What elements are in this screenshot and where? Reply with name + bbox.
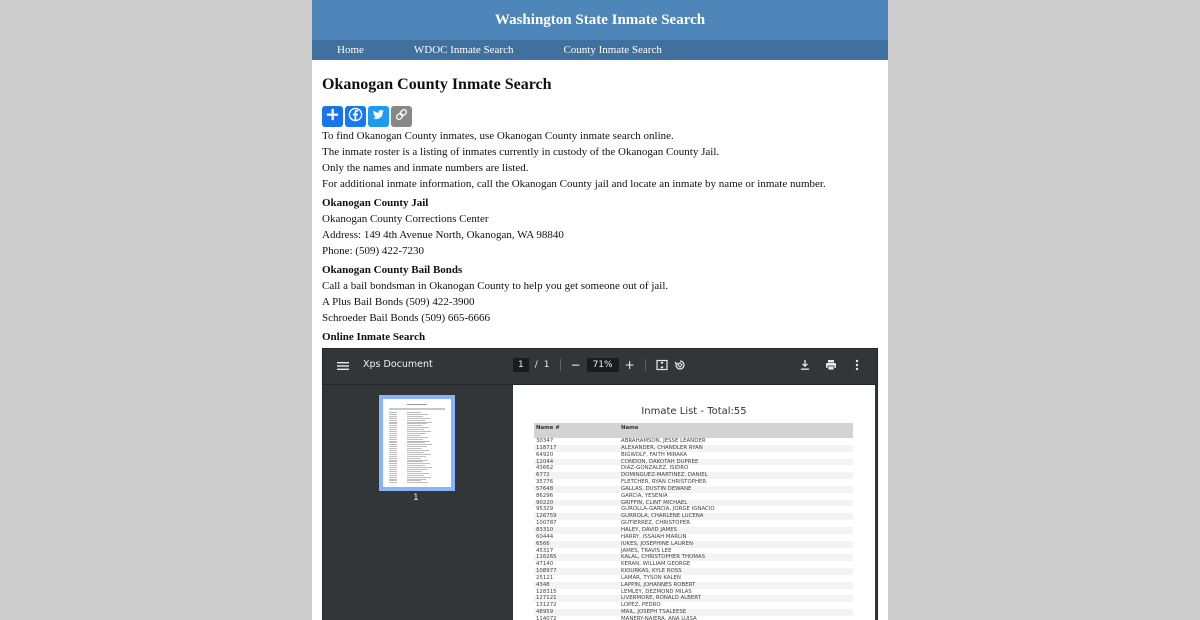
inmate-number: 60444	[534, 534, 619, 541]
rotate-icon[interactable]	[674, 359, 686, 371]
inmate-number: 6566	[534, 541, 619, 548]
thumb-line	[389, 433, 397, 434]
inmate-name: KERAN, WILLIAM GEORGE	[619, 561, 853, 568]
thumb-line	[407, 482, 428, 483]
thumb-line	[389, 418, 397, 419]
thumb-line	[389, 463, 397, 464]
inmate-number: 126759	[534, 513, 619, 520]
table-row	[534, 595, 853, 602]
thumb-line	[389, 471, 397, 472]
inmate-name: GUROLLA-GARCIA, JORGE IGNACIO	[619, 506, 853, 513]
table-row	[534, 616, 853, 620]
inmate-name: ALEXANDER, CHANDLER RYAN	[619, 445, 853, 452]
page-title: Okanogan County Inmate Search	[322, 76, 552, 93]
inmate-name: GURROLA, CHARLENE LUCENA	[619, 513, 853, 520]
table-row	[534, 520, 853, 527]
bail-bondsman: Schroeder Bail Bonds (509) 665-6666	[322, 312, 491, 324]
main-content	[312, 76, 888, 345]
thumb-line	[389, 475, 397, 476]
thumb-line	[389, 482, 397, 483]
thumb-line	[407, 425, 422, 426]
site-header	[312, 0, 888, 40]
table-row	[534, 472, 853, 479]
inmate-name: FLETCHER, RYAN CHRISTOPHER	[619, 479, 853, 486]
thumb-line	[407, 446, 427, 447]
inmate-number: 4348	[534, 582, 619, 589]
thumb-line	[389, 416, 397, 417]
inmate-number: 48959	[534, 609, 619, 616]
thumb-line	[389, 461, 397, 462]
inmate-number: 114072	[534, 616, 619, 620]
thumb-line	[389, 446, 397, 447]
site-title: Washington State Inmate Search	[494, 11, 706, 28]
inmate-number: 95329	[534, 506, 619, 513]
intro-line: To find Okanogan County inmates, use Okanogan County inmate search online.	[322, 130, 674, 142]
zoom-out-button[interactable]: −	[570, 358, 581, 372]
toolbar-actions	[799, 359, 863, 371]
pdf-viewer	[322, 348, 878, 620]
inmate-name: IUKES, JOSEPHINE LAUREN	[619, 541, 853, 548]
main-nav	[312, 40, 888, 60]
inmate-number: 45317	[534, 548, 619, 555]
inmate-name: HARRY, ISSAIAH MARLIN	[619, 534, 853, 541]
thumb-line	[389, 422, 397, 423]
thumbnail-page-number: 1	[413, 493, 419, 503]
table-row	[534, 602, 853, 609]
thumb-line	[407, 437, 428, 438]
thumb-line	[389, 439, 397, 440]
zoom-in-button[interactable]: +	[624, 358, 635, 372]
thumb-line	[389, 460, 397, 461]
thumb-line	[389, 465, 397, 466]
jail-heading: Okanogan County Jail	[322, 197, 429, 209]
thumb-line	[407, 439, 423, 440]
thumb-line	[389, 423, 397, 424]
fit-page-icon[interactable]	[656, 359, 668, 371]
inmate-name: LAMAR, TYSON KALEN	[619, 575, 853, 582]
thumb-line	[389, 412, 397, 413]
inmate-number: 12044	[534, 459, 619, 466]
thumb-line	[407, 414, 428, 415]
thumb-line	[407, 450, 429, 451]
thumb-line	[389, 452, 397, 453]
thumb-line	[389, 444, 397, 445]
document-page	[513, 385, 875, 620]
thumb-line	[407, 431, 431, 432]
table-row	[534, 589, 853, 596]
table-row	[534, 568, 853, 575]
thumb-line	[407, 479, 426, 480]
thumb-line	[389, 431, 397, 432]
thumb-line	[407, 475, 424, 476]
inmate-name: LAPPIN, JOHANNES ROBERT	[619, 582, 853, 589]
thumb-line	[389, 458, 397, 459]
jail-name: Okanogan County Corrections Center	[322, 213, 489, 225]
table-row	[534, 609, 853, 616]
table-row	[534, 554, 853, 561]
intro-line: The inmate roster is a listing of inmates currently in custody of the Okanogan County Jail.	[322, 146, 720, 158]
thumb-line	[389, 473, 397, 474]
thumb-line	[407, 420, 425, 421]
table-row	[534, 527, 853, 534]
thumb-line	[407, 454, 431, 455]
share-bar	[322, 106, 878, 127]
jail-phone: Phone: (509) 422-7230	[322, 245, 425, 257]
thumb-line	[407, 441, 430, 442]
thumb-line	[407, 444, 432, 445]
inmate-name: HALEY, DAVID JAMES	[619, 527, 853, 534]
share-button[interactable]	[322, 106, 343, 127]
table-row	[534, 452, 853, 459]
thumb-line	[407, 418, 430, 419]
twitter-icon	[371, 107, 386, 127]
inmate-name: BIGWOLF, FAITH MIRAKA	[619, 452, 853, 459]
thumb-line	[407, 422, 432, 423]
thumb-line	[407, 480, 421, 481]
thumb-line	[407, 429, 424, 430]
intro-line: Only the names and inmate numbers are listed.	[322, 162, 529, 174]
table-row	[534, 506, 853, 513]
copy-link-icon	[394, 107, 409, 127]
inmate-name: LOPEZ, PEDRO	[619, 602, 853, 609]
table-row	[534, 548, 853, 555]
thumb-line	[389, 477, 397, 478]
table-row	[534, 500, 853, 507]
copy-link-button[interactable]	[391, 106, 412, 127]
thumb-line	[389, 469, 397, 470]
table-row	[534, 493, 853, 500]
table-row	[534, 541, 853, 548]
thumb-line	[407, 458, 421, 459]
page-controls	[513, 358, 686, 372]
inmate-name: DIAZ-GONZALEZ, ISIDRO	[619, 465, 853, 472]
nav-home[interactable]: Home	[337, 44, 364, 56]
twitter-share-button[interactable]	[368, 106, 389, 127]
nav-county-inmate-search[interactable]: County Inmate Search	[563, 44, 662, 56]
document-title: Xps Document	[363, 359, 433, 370]
thumb-header-line	[389, 408, 445, 410]
table-row	[534, 513, 853, 520]
thumb-line	[407, 471, 422, 472]
share-plus-icon	[325, 107, 340, 127]
inmate-name: CONDON, DAKOTAH DUPREE	[619, 459, 853, 466]
inmate-number: 83310	[534, 527, 619, 534]
inmate-name: GRIFFIN, CLINT MICHAEL	[619, 500, 853, 507]
current-page-input[interactable]: 1	[513, 358, 529, 372]
thumb-line	[407, 477, 431, 478]
column-header-name: Name	[619, 423, 853, 438]
toolbar-divider	[560, 359, 561, 371]
toolbar-divider	[645, 359, 646, 371]
inmate-number: 118717	[534, 445, 619, 452]
bail-intro: Call a bail bondsman in Okanogan County to help you get someone out of jail.	[322, 280, 669, 292]
more-options-icon[interactable]	[851, 359, 863, 371]
inmate-name: KIOURKAS, KYLE ROSS	[619, 568, 853, 575]
thumb-line	[407, 435, 421, 436]
bail-heading: Okanogan County Bail Bonds	[322, 264, 463, 276]
thumb-line	[389, 414, 397, 415]
inmate-number: 100787	[534, 520, 619, 527]
inmate-name: LIVERMORE, RONALD ALBERT	[619, 595, 853, 602]
thumb-line	[407, 427, 429, 428]
page-thumbnail[interactable]	[379, 395, 455, 491]
thumb-line	[407, 423, 427, 424]
thumb-line	[389, 442, 397, 443]
inmate-number: 43662	[534, 465, 619, 472]
intro-text	[322, 128, 878, 192]
thumb-line	[407, 473, 429, 474]
inmate-number: 86296	[534, 493, 619, 500]
table-header-row	[534, 423, 853, 438]
facebook-share-button[interactable]	[345, 106, 366, 127]
online-search-heading: Online Inmate Search	[322, 331, 426, 343]
table-row	[534, 465, 853, 472]
thumb-title-line	[407, 404, 427, 405]
inmate-list-title: Inmate List - Total:55	[641, 406, 747, 417]
thumb-line	[407, 467, 432, 468]
inmate-number: 116265	[534, 554, 619, 561]
thumb-line	[407, 463, 430, 464]
thumbnail-preview	[383, 399, 451, 487]
thumb-line	[407, 456, 426, 457]
print-icon[interactable]	[825, 359, 837, 371]
inmate-name: ABRAHAMSON, JESSE LEANDER	[619, 438, 853, 445]
table-row	[534, 438, 853, 445]
page-separator: /	[534, 360, 538, 370]
thumb-line	[389, 420, 397, 421]
inmate-number: 90220	[534, 500, 619, 507]
thumb-line	[407, 412, 421, 413]
bail-bondsman: A Plus Bail Bonds (509) 422-3900	[322, 296, 475, 308]
thumb-line	[389, 441, 397, 442]
inmate-number: 30347	[534, 438, 619, 445]
thumb-line	[389, 429, 397, 430]
table-row	[534, 582, 853, 589]
thumb-line	[407, 469, 427, 470]
thumb-line	[389, 467, 397, 468]
thumb-line	[407, 442, 425, 443]
thumb-line	[389, 437, 397, 438]
thumb-line	[389, 435, 397, 436]
nav-wdoc-inmate-search[interactable]: WDOC Inmate Search	[413, 44, 514, 56]
inmate-number: 108977	[534, 568, 619, 575]
inmate-number: 25121	[534, 575, 619, 582]
thumb-line	[389, 427, 397, 428]
inmate-name: MANERY-NAJERA, ANA LUISA	[619, 616, 853, 620]
thumb-line	[407, 433, 426, 434]
thumb-line	[407, 460, 428, 461]
inmate-name: GALLAS, DUSTIN DEWANE	[619, 486, 853, 493]
thumb-line	[407, 452, 424, 453]
inmate-number: 47140	[534, 561, 619, 568]
thumb-line	[407, 465, 425, 466]
thumb-line	[389, 425, 397, 426]
inmate-number: 35776	[534, 479, 619, 486]
inmate-number: 6772	[534, 472, 619, 479]
total-pages: 1	[543, 360, 550, 370]
facebook-icon	[348, 107, 363, 127]
intro-line: For additional inmate information, call the Okanogan County jail and locate an inmate by name or inmate number.	[322, 178, 826, 190]
table-row	[534, 534, 853, 541]
inmate-name: MAIL, JOSEPH TSALEESE	[619, 609, 853, 616]
thumb-line	[389, 450, 397, 451]
page-container	[312, 0, 888, 620]
table-row	[534, 486, 853, 493]
thumb-line	[389, 479, 397, 480]
inmate-number: 57648	[534, 486, 619, 493]
inmate-table	[534, 423, 853, 620]
table-row	[534, 459, 853, 466]
column-header-number: Name #	[534, 423, 619, 438]
thumb-line	[407, 461, 423, 462]
thumb-line	[407, 416, 423, 417]
inmate-number: 127121	[534, 595, 619, 602]
inmate-name: KALAL, CHRISTOPHER THOMAS	[619, 554, 853, 561]
inmate-rows	[534, 438, 853, 620]
download-icon[interactable]	[799, 359, 811, 371]
zoom-level-input[interactable]: 71%	[587, 358, 619, 372]
inmate-name: LEMLEY, DEZMOND MILAS	[619, 589, 853, 596]
thumb-line	[389, 456, 397, 457]
jail-address: Address: 149 4th Avenue North, Okanogan, WA 98840	[322, 229, 564, 241]
table-row	[534, 575, 853, 582]
thumb-line	[389, 480, 397, 481]
inmate-name: GARCIA, YESENIA	[619, 493, 853, 500]
inmate-name: GUTIERREZ, CHRISTOPER	[619, 520, 853, 527]
table-row	[534, 479, 853, 486]
inmate-number: 131272	[534, 602, 619, 609]
thumb-line	[389, 454, 397, 455]
table-row	[534, 561, 853, 568]
inmate-name: JAMES, TRAVIS LEE	[619, 548, 853, 555]
inmate-number: 128315	[534, 589, 619, 596]
inmate-name: DOMINGUEZ-MARTINEZ, DANIEL	[619, 472, 853, 479]
inmate-number: 64920	[534, 452, 619, 459]
pdf-toolbar	[323, 349, 877, 384]
thumbnail-sidebar	[323, 385, 512, 620]
menu-icon[interactable]	[337, 360, 349, 372]
thumb-line	[407, 448, 422, 449]
table-row	[534, 445, 853, 452]
thumb-line	[389, 448, 397, 449]
